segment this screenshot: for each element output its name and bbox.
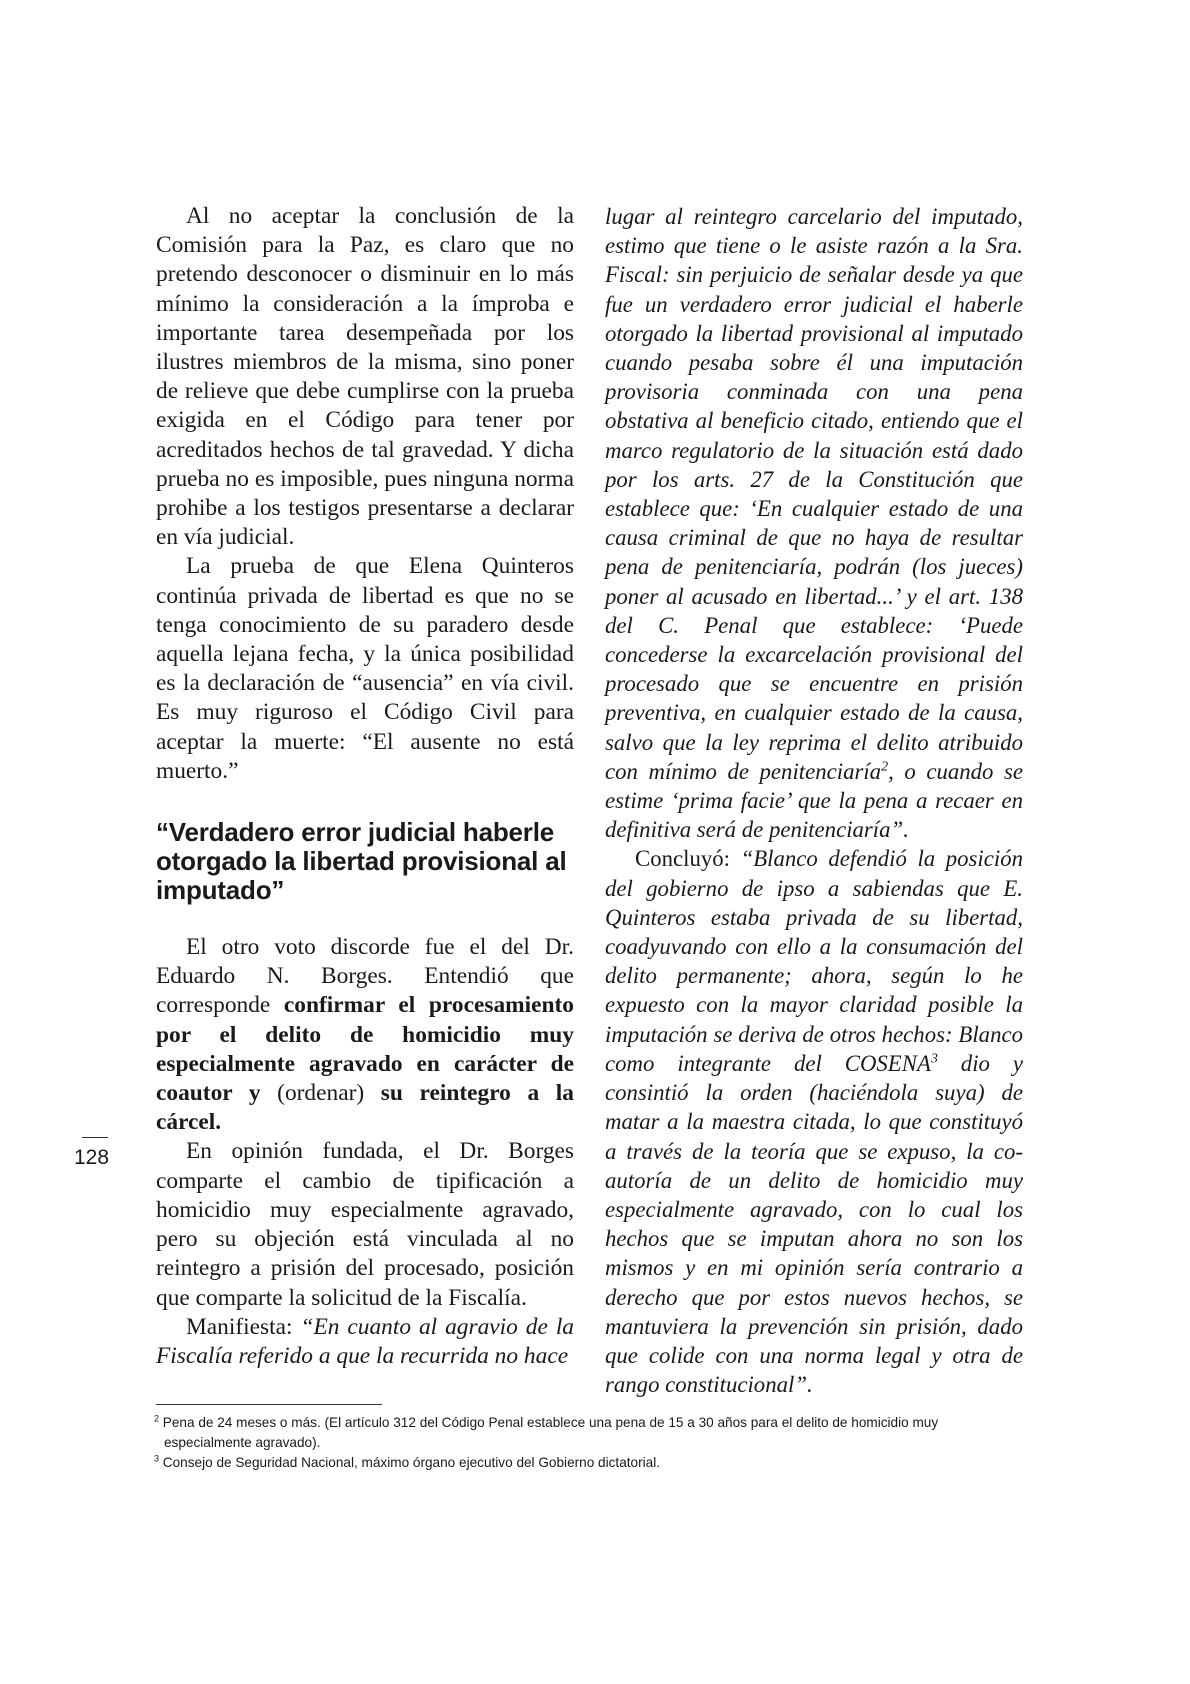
page-number-rule xyxy=(82,1137,108,1138)
paragraph xyxy=(156,1313,574,1371)
bold-text: su reintegro a la cárcel. xyxy=(156,1080,574,1136)
quote-text: dio y consintió la orden (haciéndola suya) de matar a la maestra citada, lo que constituyó a través de la teoría que se expuso, la co-autoría de un delito de homicidio muy especialmente agravado, con lo cual los hechos que se imputan ahora no son los mismos y en mi opinión sería contrario a derecho que por estos nuevos hechos, se mantuviera la prevención sin prisión, dado que colide con una norma legal y otra de rango constitucional”. xyxy=(605,1050,1023,1398)
quote-text: “En cuanto al agravio de la Fiscalía referido a que la recurrida no hace xyxy=(156,1313,575,1369)
left-column xyxy=(156,202,574,1371)
paragraph: Al no aceptar la conclusión de la Comisión para la Paz, es claro que no pretendo desconocer o disminuir en lo más mínimo la consideración a la ímproba e importante tarea desempeñada por los ilustres miembros de la misma, sino poner de relieve que debe cumplirse con la prueba exigida en el Código para tener por acreditados hechos de tal gravedad. Y dicha prueba no es imposible, pues ninguna norma prohibe a los testigos presentarse a declarar en vía judicial. xyxy=(156,203,574,551)
footnote-ref[interactable]: 3 xyxy=(930,1051,938,1067)
bold-text: confirmar el procesamiento por el delito de homicidio muy especialmente agravado en carácter de coautor y xyxy=(156,992,574,1107)
footnote xyxy=(154,1413,1024,1453)
footnote xyxy=(154,1453,1024,1473)
quote-text: , o cuando se estime ‘prima facie’ que la pena a recaer en definitiva será de penitenciaría”. xyxy=(605,758,1023,843)
right-column xyxy=(605,202,1023,1399)
quote-text: “Blanco defendió la posición del gobierno de ipso a sabiendas que E. Quinteros estaba privada de su libertad, coadyuvando con ello a la consumación del delito permanente; ahora, según lo he expuesto con la mayor claridad posible la imputación se deriva de otros hechos: Blanco como integrante del COSENA xyxy=(605,846,1023,1076)
section-heading: “Verdadero error judicial haberle otorgado la libertad provisional al imputado” xyxy=(156,817,567,906)
text-run: El otro voto discorde fue el del Dr. Eduardo N. Borges. Entendió que corresponde xyxy=(156,934,574,1019)
footnote-text: Consejo de Seguridad Nacional, máximo órgano ejecutivo del Gobierno dictatorial. xyxy=(162,1455,661,1470)
footnote-divider xyxy=(156,1404,382,1405)
footnote-ref[interactable]: 2 xyxy=(881,759,889,775)
paragraph xyxy=(156,933,574,1137)
page-number: 128 xyxy=(74,1146,110,1169)
paragraph xyxy=(605,844,1023,1399)
footnote-number: 2 xyxy=(154,1413,160,1424)
footnotes xyxy=(154,1413,1024,1473)
paragraph: En opinión fundada, el Dr. Borges comparte el cambio de tipificación a homicidio muy especialmente agravado, pero su objeción está vinculada al no reintegro a prisión del procesado, posición que comparte la solicitud de la Fiscalía. xyxy=(156,1138,574,1311)
text-run: (ordenar) xyxy=(260,1080,381,1107)
text-run: Manifiesta: xyxy=(186,1313,301,1340)
paragraph: La prueba de que Elena Quinteros continúa privada de libertad es que no se tenga conocimiento de su paradero desde aquella lejana fecha, y la única posibilidad es la declaración de “ausencia” en vía civil. Es muy riguroso el Código Civil para aceptar la muerte: “El ausente no está muerto.” xyxy=(156,553,574,784)
footnote-number: 3 xyxy=(154,1453,160,1464)
text-run: Concluyó: xyxy=(635,846,741,872)
quote-text: lugar al reintegro carcelario del imputado, estimo que tiene o le asiste razón a la Sra. Fiscal: sin perjuicio de señalar desde ya que fue un verdadero error judicial el haberle otorgado la libertad provisional al imputado cuando pesaba sobre él una imputación provisoria conminada con una pena obstativa al beneficio citado, entiendo que el marco regulatorio de la situación está dado por los arts. 27 de la Constitución que establece que: ‘En cualquier estado de una causa criminal de que no haya de resultar pena de penitenciaría, podrán (los jueces) poner al acusado en libertad...’ y el art. 138 del C. Penal que establece: ‘Puede concederse la excarcelación provisional del procesado que se encuentre en prisión preventiva, en cualquier estado de la causa, salvo que la ley reprima el delito atribuido con mínimo de penitenciaría xyxy=(605,204,1023,784)
paragraph xyxy=(605,202,1023,844)
footnote-text: Pena de 24 meses o más. (El artículo 312 del Código Penal establece una pena de 15 a 30 años para el delito de homicidio muy especialmente agravado). xyxy=(162,1415,939,1450)
